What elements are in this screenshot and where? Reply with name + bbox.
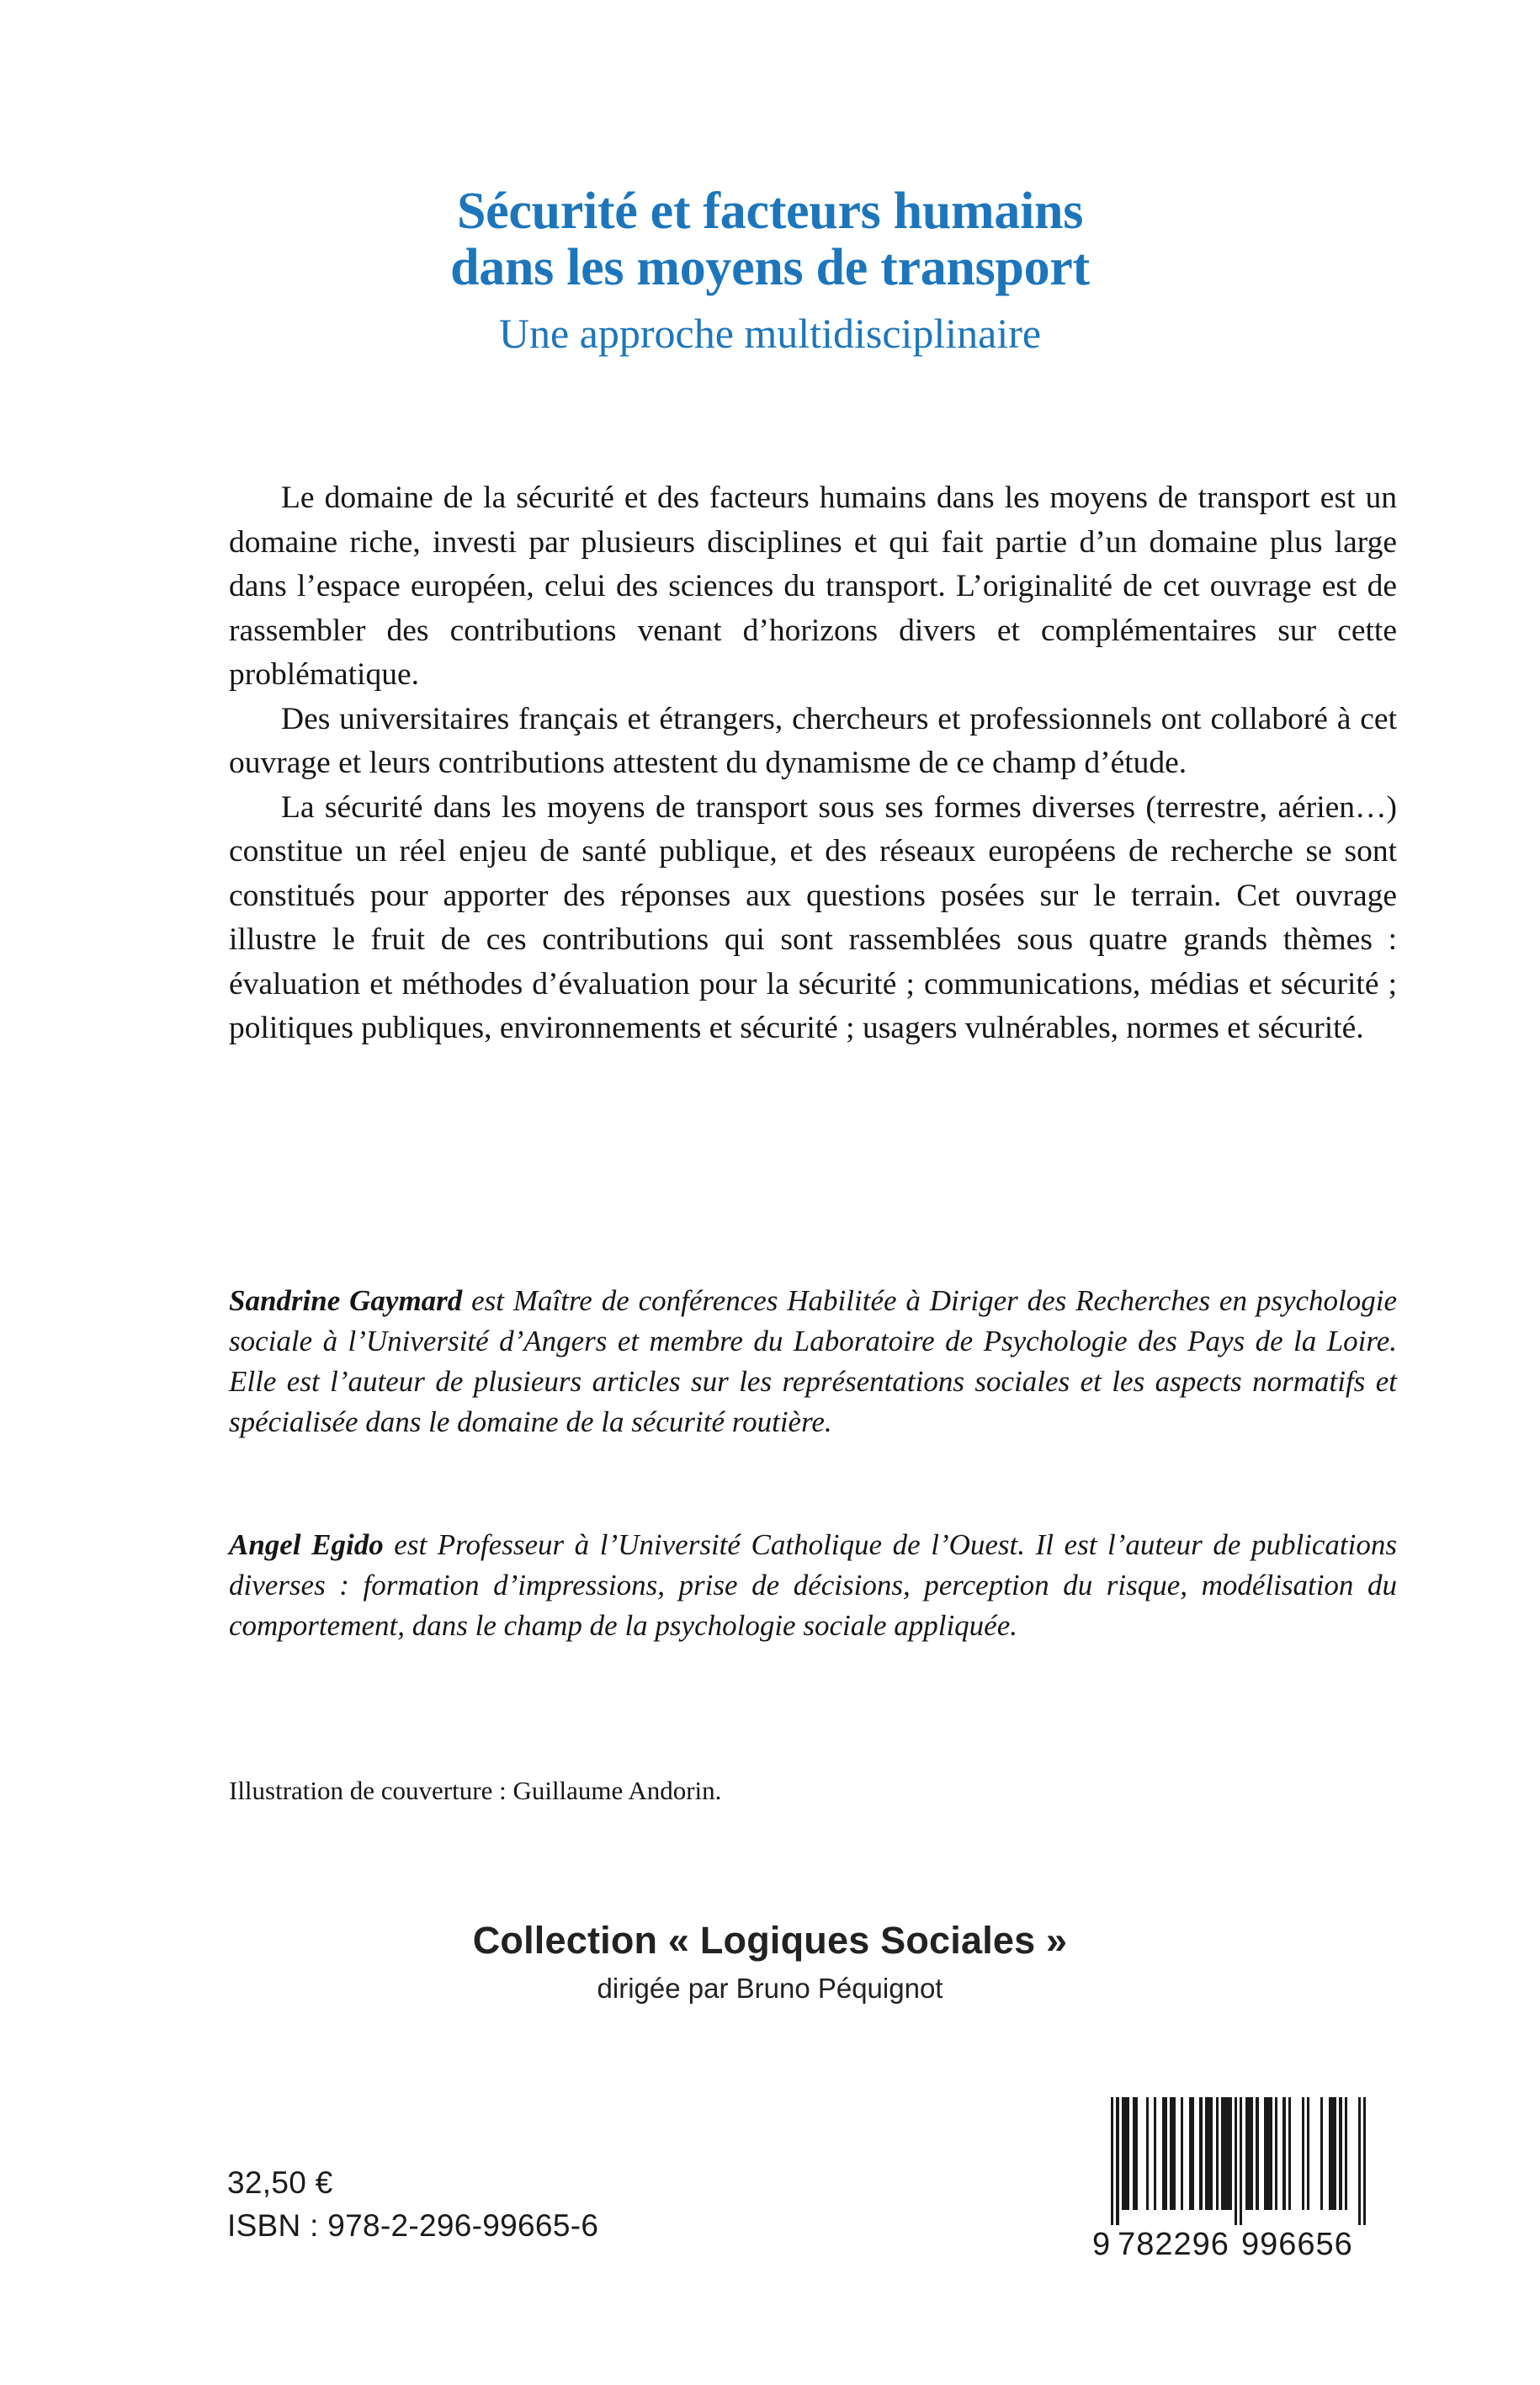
barcode-left-group: 782296 — [1118, 2227, 1229, 2262]
price-label: 32,50 € — [227, 2165, 333, 2200]
price-isbn-block — [227, 2161, 598, 2247]
book-title-line-2: dans les moyens de transport — [450, 238, 1090, 296]
book-title-line-1: Sécurité et facteurs humains — [456, 183, 1084, 240]
barcode-digits — [1092, 2227, 1378, 2263]
blurb-paragraph-3: La sécurité dans les moyens de transport sous ses formes diverses (terrestre, aérien…) constitue un réel enjeu de santé publique, et des réseaux européens de recherche se sont constitués pour apporter des réponses aux questions posées sur le terrain. Cet ouvrage illustre le fruit de ces contributions qui sont rassemblées sous quatre grands thèmes : évaluation et méthodes d’évaluation pour la sécurité ; communications, médias et sécurité ; politiques publiques, environnements et sécurité ; usagers vulnérables, normes et sécurité. — [229, 789, 1397, 1045]
collection-block — [0, 1919, 1540, 2005]
isbn-label: ISBN : 978-2-296-99665-6 — [227, 2208, 599, 2243]
title-block — [0, 183, 1540, 359]
book-subtitle: Une approche multidisciplinaire — [498, 309, 1042, 357]
blurb-paragraph-2: Des universitaires français et étrangers, chercheurs et professionnels ont collaboré à cet ouvrage et leurs contributions attestent du dynamisme de ce champ d’étude. — [229, 701, 1397, 780]
author-bio-egido — [229, 1525, 1397, 1646]
barcode-right-group: 996656 — [1240, 2227, 1353, 2262]
cover-illustration-credit: Illustration de couverture : Guillaume Andorin. — [229, 1776, 722, 1805]
collection-title: Collection « Logiques Sociales » — [472, 1919, 1068, 1962]
ean13-barcode — [1092, 2097, 1378, 2263]
author-name-gaymard: Sandrine Gaymard — [229, 1284, 463, 1317]
author-bio-text-gaymard: est Maître de conférences Habilitée à Diriger des Recherches en psychologie sociale à l’Université d’Angers et membre du Laboratoire de Psychologie des Pays de la Loire. Elle est l’auteur de plusieurs articles sur les représentations sociales et les aspects normatifs et spécialisée dans le domaine de la sécurité routière. — [229, 1284, 1397, 1438]
barcode-bars — [1111, 2097, 1378, 2225]
blurb-paragraph-1: Le domaine de la sécurité et des facteurs humains dans les moyens de transport est un domaine riche, investi par plusieurs disciplines et qui fait partie d’un domaine plus large dans l’espace européen, celui des sciences du transport. L’originalité de cet ouvrage est de rassembler des contributions venant d’horizons divers et complémentaires sur cette problématique. — [229, 481, 1397, 692]
collection-editor: dirigée par Bruno Péquignot — [597, 1973, 943, 2004]
author-name-egido: Angel Egido — [229, 1528, 384, 1561]
blurb-text — [229, 476, 1397, 1051]
author-bio-gaymard — [229, 1281, 1397, 1442]
author-bio-text-egido: est Professeur à l’Université Catholique de l’Ouest. Il est l’auteur de publications diverses : formation d’impressions, prise de décisions, perception du risque, modélisation du comportement, dans le champ de la psychologie sociale appliquée. — [229, 1528, 1397, 1642]
barcode-lead-digit: 9 — [1092, 2227, 1112, 2262]
